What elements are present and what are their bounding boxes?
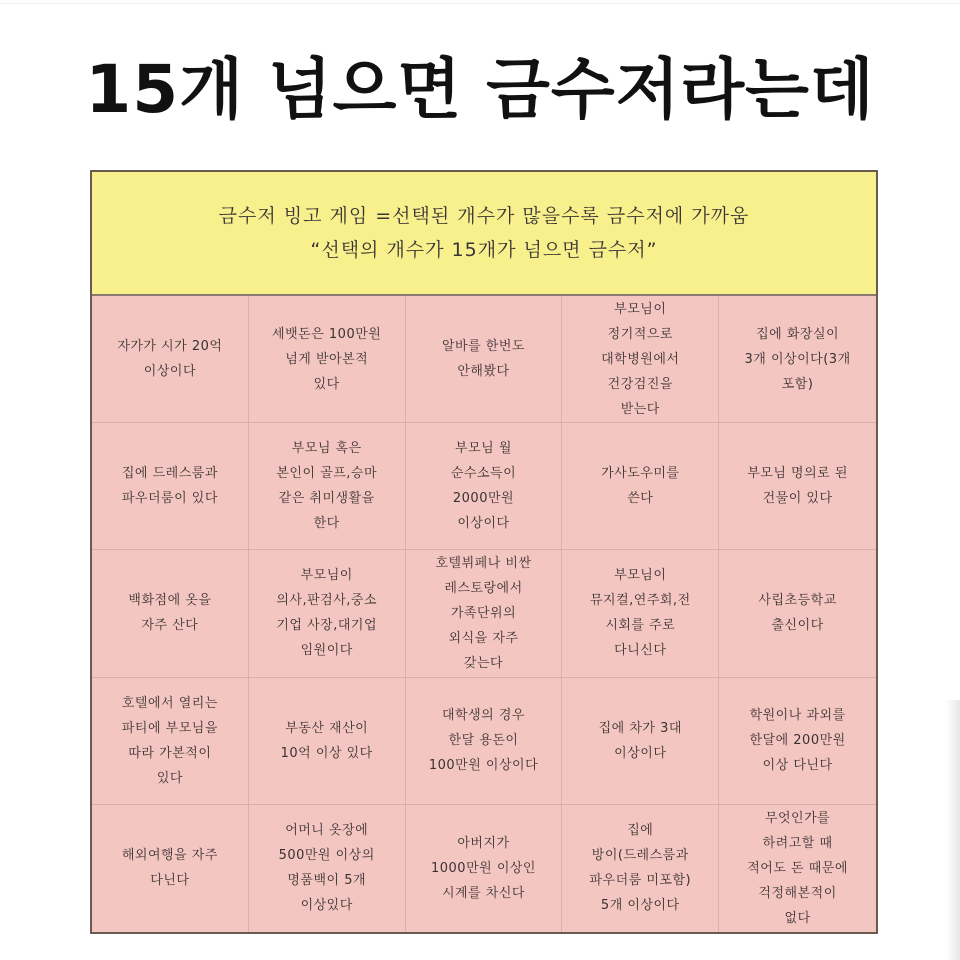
bingo-cell-text: 부모님이 정기적으로 대학병원에서 건강검진을 받는다 [601,301,680,417]
bingo-cell [406,805,563,932]
bingo-board [90,170,878,934]
bingo-cell [719,296,876,423]
bingo-cell-text: 부모님 명의로 된 건물이 있다 [747,466,848,507]
bingo-cell-text: 학원이나 과외를 한달에 200만원 이상 다닌다 [749,708,846,774]
bingo-cell-text: 집에 화장실이 3개 이상이다(3개 포함) [744,326,851,392]
bingo-cell [562,423,719,550]
bingo-cell [249,550,406,677]
bingo-cell-text: 아버지가 1000만원 이상인 시계를 차신다 [430,835,536,901]
bingo-cell [719,550,876,677]
header-rule-line: 금수저 빙고 게임 =선택된 개수가 많을수록 금수저에 가까움 [218,205,750,227]
bingo-cell [562,550,719,677]
bingo-cell-text: 무엇인가를 하려고할 때 적어도 돈 때문에 걱정해본적이 없다 [747,810,848,926]
bingo-cell [249,805,406,932]
bingo-cell-text: 해외여행을 자주 다닌다 [121,848,218,889]
bingo-cell [92,296,249,423]
bingo-grid [92,296,876,932]
bingo-cell [719,805,876,932]
bingo-cell [562,805,719,932]
bingo-cell [719,423,876,550]
page-title: 15개 넘으면 금수저라는데 [85,51,875,128]
bingo-cell [249,296,406,423]
header-quote-line: “선택의 개수가 15개가 넘으면 금수저” [310,239,658,261]
bingo-cell [249,678,406,805]
bingo-cell-text: 호텔뷔페나 비싼 레스토랑에서 가족단위의 외식을 자주 갖는다 [435,556,532,671]
bingo-header [92,172,876,296]
bingo-cell-text: 알바를 한번도 안해봤다 [442,339,525,380]
bingo-cell-text: 집에 방이(드레스룸과 파우더룸 미포함) 5개 이상이다 [589,823,692,914]
bingo-cell-text: 부모님 월 순수소득이 2000만원 이상이다 [450,441,517,532]
bingo-cell-text: 대학생의 경우 한달 용돈이 100만원 이상이다 [428,708,539,774]
edge-shadow [946,700,960,960]
bingo-cell-text: 부동산 재산이 10억 이상 있다 [280,720,373,761]
bingo-cell-text: 부모님 혹은 본인이 골프,승마 같은 취미생활을 한다 [276,441,378,532]
bingo-cell [92,423,249,550]
bingo-cell-text: 집에 차가 3대 이상이다 [598,720,682,761]
bingo-cell-text: 자가가 시가 20억 이상이다 [117,339,223,380]
bingo-cell-text: 백화점에 옷을 자주 산다 [128,593,212,634]
bingo-cell [92,550,249,677]
bingo-cell [406,550,563,677]
bingo-cell-text: 호텔에서 열리는 파티에 부모님을 따라 가본적이 있다 [121,695,218,786]
bingo-cell [719,678,876,805]
bingo-cell-text: 가사도우미를 쓴다 [601,466,680,507]
bingo-cell-text: 사립초등학교 출신이다 [758,593,837,634]
bingo-cell [406,423,563,550]
bingo-cell [92,805,249,932]
bingo-cell [406,296,563,423]
bingo-cell-text: 집에 드레스룸과 파우더룸이 있다 [121,466,218,507]
bingo-cell [562,296,719,423]
bingo-cell-text: 어머니 옷장에 500만원 이상의 명품백이 5개 이상있다 [278,823,375,914]
top-divider [0,3,960,4]
bingo-cell-text: 부모님이 의사,판검사,중소 기업 사장,대기업 임원이다 [276,568,378,659]
bingo-cell [249,423,406,550]
bingo-cell-text: 부모님이 뮤지컬,연주회,전 시회를 주로 다니신다 [589,568,691,659]
bingo-cell-text: 세뱃돈은 100만원 넘게 받아본적 있다 [272,326,382,392]
bingo-cell [562,678,719,805]
bingo-cell [92,678,249,805]
bingo-cell [406,678,563,805]
